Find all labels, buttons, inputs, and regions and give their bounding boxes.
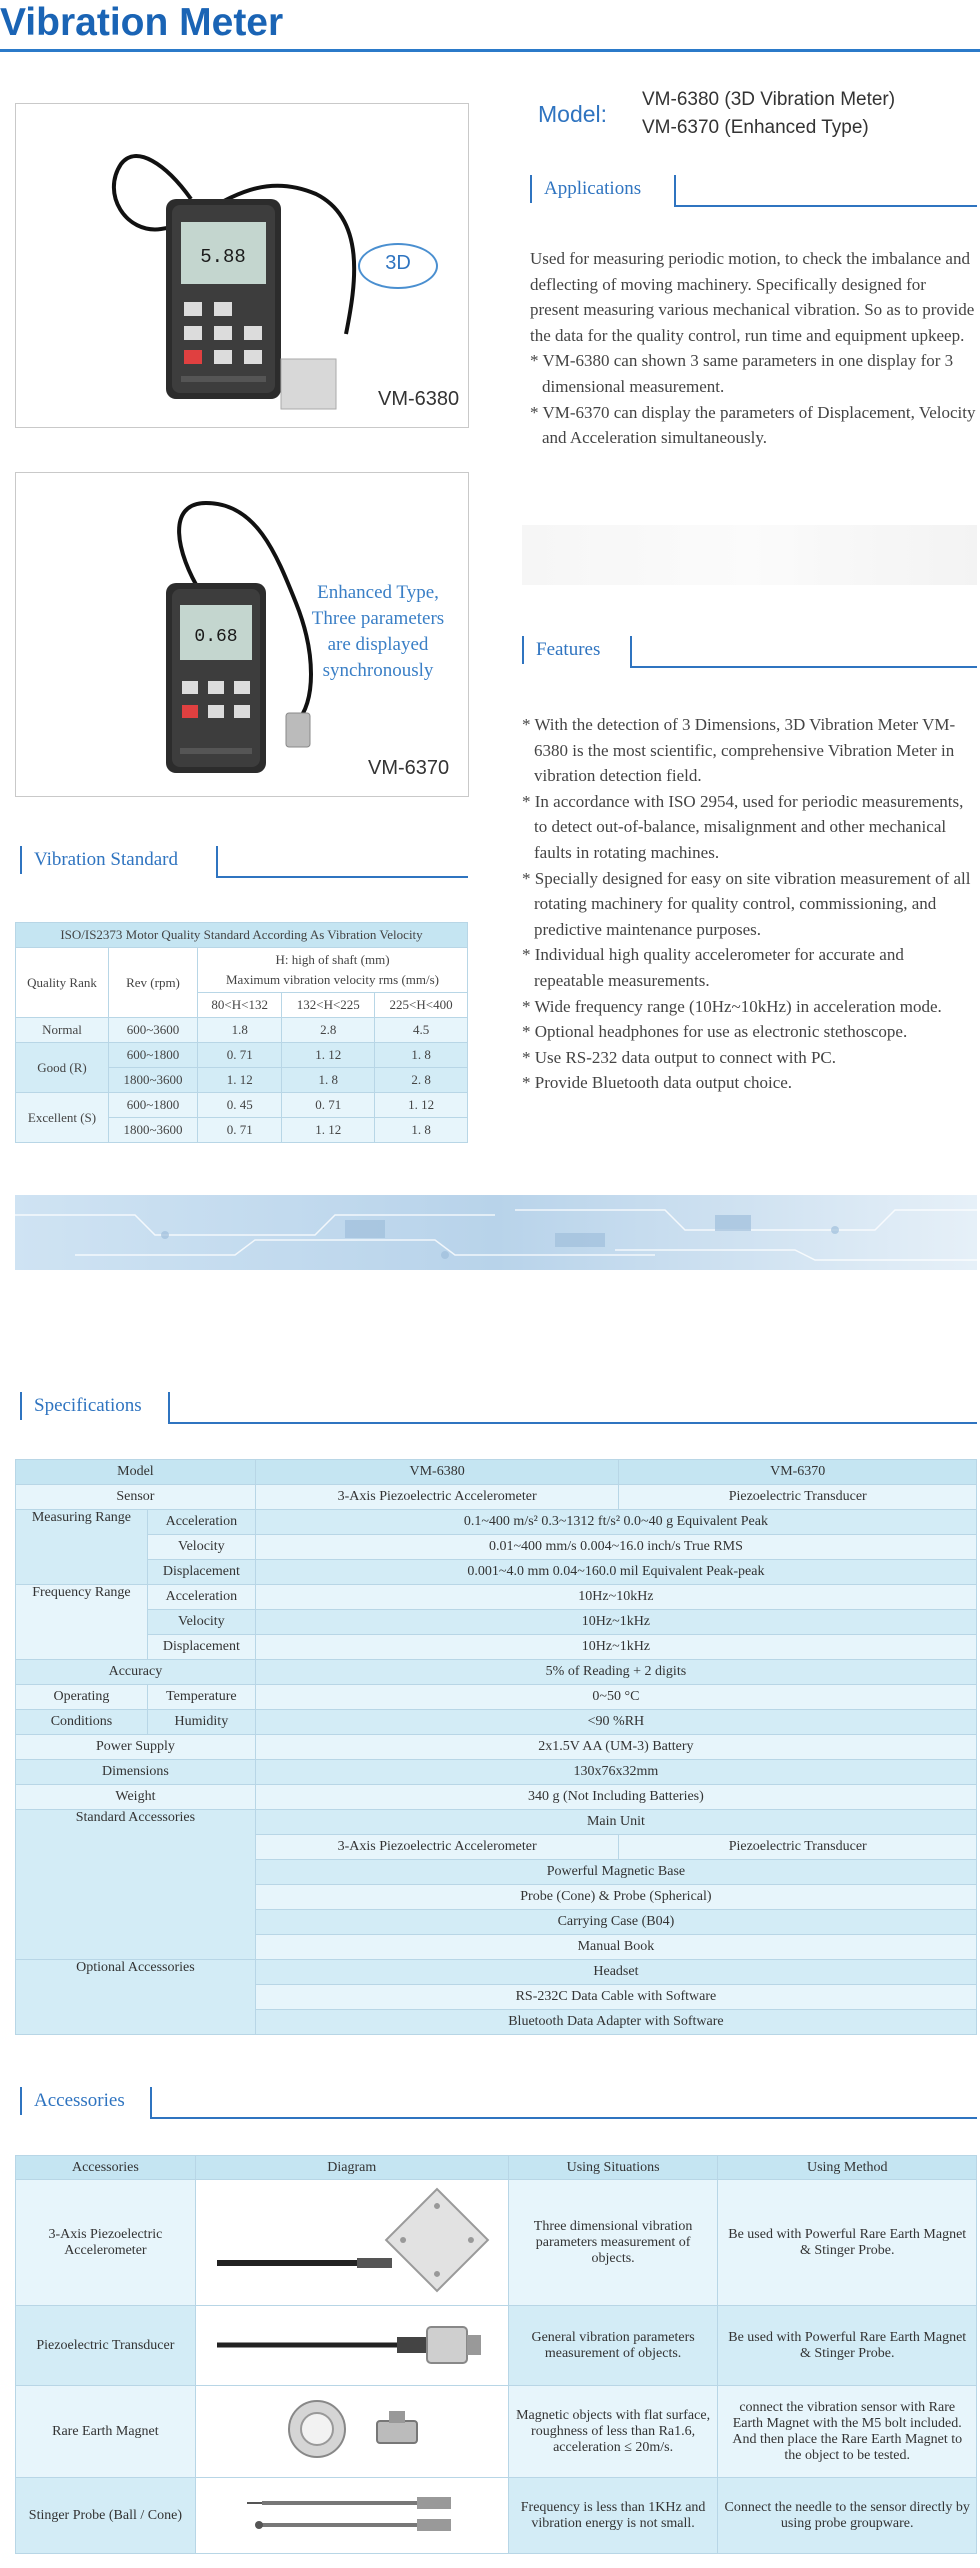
table-row [16,1485,977,1510]
spec-value: Piezoelectric Transducer [619,1835,977,1860]
spec-label: Accuracy [16,1660,256,1685]
acc-method: Be used with Powerful Rare Earth Magnet & Stinger Probe. [718,2306,977,2386]
vm6370-screen-value: 0.68 [194,627,238,647]
std-value: 1. 8 [375,1043,468,1068]
acc-method: Connect the needle to the sensor directly by using probe groupware. [718,2478,977,2554]
std-col-h1: H: high of shaft (mm) [275,952,390,967]
spec-label: Model [16,1460,256,1485]
std-value: 1.8 [198,1018,282,1043]
feature-item: * Specially designed for easy on site vibration measurement of all rotating machinery for quality control, commissioning, and predictive maintenance purposes. [522,868,971,939]
acc-header: Using Situations [508,2156,718,2180]
std-rank: Good (R) [16,1043,109,1093]
table-row [16,2386,977,2478]
spec-value: Probe (Cone) & Probe (Spherical) [255,1885,976,1910]
accessories-rule [150,2117,977,2119]
light-band [522,525,977,585]
caption-line-2: Three parameters [311,608,445,629]
model-line-vm6380: VM-6380 (3D Vibration Meter) [642,89,896,110]
std-value: 1. 12 [198,1068,282,1093]
std-rev: 1800~3600 [109,1068,198,1093]
spec-value: 130x76x32mm [255,1760,976,1785]
table-row [16,1510,977,1535]
spec-label: Operating [16,1685,148,1710]
caption-line-3: are displayed [327,634,429,655]
feature-item: * Provide Bluetooth data output choice. [522,1073,793,1093]
spec-value: 0.01~400 mm/s 0.004~16.0 inch/s True RMS [255,1535,976,1560]
spec-label: Measuring Range [16,1510,148,1585]
std-value: 1. 12 [282,1118,375,1143]
acc-situation: Magnetic objects with flat surface, roughness of less than Ra1.6, acceleration ≤ 20m/s. [508,2386,718,2478]
spec-label: Standard Accessories [16,1810,256,1960]
spec-value: Piezoelectric Transducer [619,1485,977,1510]
table-row [16,1585,977,1610]
std-rev: 600~1800 [109,1043,198,1068]
feature-item: * In accordance with ISO 2954, used for periodic measurements, to detect out-of-balance, misalignment and other mechanical faults in rotating machines. [522,791,964,862]
spec-label: Dimensions [16,1760,256,1785]
std-value: 2.8 [282,1018,375,1043]
features-rule [630,666,977,668]
circuit-banner-image [15,1195,977,1270]
std-col-h [198,948,468,993]
table-row [16,2478,977,2554]
std-rank: Excellent (S) [16,1093,109,1143]
spec-label: Optional Accessories [16,1960,256,2035]
spec-value: Headset [255,1960,976,1985]
std-value: 0. 71 [198,1118,282,1143]
std-table-title: ISO/IS2373 Motor Quality Standard According As Vibration Velocity [16,923,468,948]
table-row [16,1960,977,1985]
table-row [16,1460,977,1485]
std-range: 80<H<132 [198,993,282,1018]
table-row [16,1018,468,1043]
acc-situation: Three dimensional vibration parameters measurement of objects. [508,2180,718,2306]
vm6370-caption [300,580,456,684]
vibration-standard-rule [216,876,468,878]
spec-label: Conditions [16,1710,148,1735]
table-row [16,1043,468,1068]
acc-name: Piezoelectric Transducer [16,2306,196,2386]
std-value: 4.5 [375,1018,468,1043]
applications-paragraph: Used for measuring periodic motion, to check the imbalance and deflecting of moving machinery. Specifically designed for present measuring various mechanical vibration. So as to provide the data for the quality control, run time and equipment upkeep. [530,249,975,345]
std-value: 1. 8 [375,1118,468,1143]
spec-value: 0.001~4.0 mm 0.04~160.0 mil Equivalent Peak-peak [255,1560,976,1585]
feature-item: * Optional headphones for use as electronic stethoscope. [522,1022,908,1042]
acc-header: Using Method [718,2156,977,2180]
std-col-quality: Quality Rank [16,948,109,1018]
std-rev: 600~3600 [109,1018,198,1043]
table-row [16,1785,977,1810]
spec-value: 5% of Reading + 2 digits [255,1660,976,1685]
caption-line-4: synchronously [322,660,434,681]
table-row [16,1093,468,1118]
feature-item: * Wide frequency range (10Hz~10kHz) in acceleration mode. [522,996,942,1016]
spec-value: VM-6370 [619,1460,977,1485]
spec-value: Bluetooth Data Adapter with Software [255,2010,976,2035]
applications-bullet-2: * VM-6370 can display the parameters of Displacement, Velocity and Acceleration simultaneously. [530,402,976,448]
feature-item: * With the detection of 3 Dimensions, 3D Vibration Meter VM-6380 is the most scientific, comprehensive Vibration Meter in vibration detection field. [522,715,956,786]
std-value: 0. 71 [282,1093,375,1118]
header-divider [0,49,980,52]
feature-item: * Individual high quality accelerometer for accurate and repeatable measurements. [522,945,904,990]
acc-situation: General vibration parameters measurement of objects. [508,2306,718,2386]
applications-heading: Applications [530,175,655,203]
table-row [16,2306,977,2386]
acc-situation: Frequency is less than 1KHz and vibration energy is not small. [508,2478,718,2554]
product1-model-label: VM-6380 [378,388,460,410]
std-value: 1. 12 [375,1093,468,1118]
std-value: 0. 45 [198,1093,282,1118]
model-list [642,86,895,142]
table-row [16,1660,977,1685]
table-row [16,1810,977,1835]
specifications-rule [168,1422,977,1424]
acc-diagram-stinger-probe [195,2478,508,2554]
std-range: 132<H<225 [282,993,375,1018]
spec-value: 0~50 °C [255,1685,976,1710]
accessories-heading: Accessories [20,2087,139,2115]
std-range: 225<H<400 [375,993,468,1018]
vibration-standard-heading: Vibration Standard [20,846,192,874]
table-row [16,1710,977,1735]
spec-sublabel: Displacement [147,1635,255,1660]
acc-diagram-transducer [195,2306,508,2386]
std-rev: 600~1800 [109,1093,198,1118]
spec-value: 10Hz~10kHz [255,1585,976,1610]
spec-sublabel: Velocity [147,1535,255,1560]
features-list [522,712,977,1096]
std-value: 1. 12 [282,1043,375,1068]
table-row [16,1635,977,1660]
spec-sublabel: Temperature [147,1685,255,1710]
spec-sublabel: Acceleration [147,1585,255,1610]
table-row [16,2180,977,2306]
acc-header: Accessories [16,2156,196,2180]
spec-label: Frequency Range [16,1585,148,1660]
page-title: Vibration Meter [0,1,284,44]
spec-label: Power Supply [16,1735,256,1760]
spec-value: 340 g (Not Including Batteries) [255,1785,976,1810]
std-value: 2. 8 [375,1068,468,1093]
caption-line-1: Enhanced Type, [317,582,439,603]
spec-value: 10Hz~1kHz [255,1610,976,1635]
acc-name: 3-Axis Piezoelectric Accelerometer [16,2180,196,2306]
vm6380-screen-value: 5.88 [200,246,246,268]
acc-header: Diagram [195,2156,508,2180]
specifications-table [15,1459,977,2035]
std-col-h2: Maximum vibration velocity rms (mm/s) [225,972,440,987]
applications-text [530,246,976,451]
features-heading: Features [522,636,614,664]
acc-diagram-accelerometer [195,2180,508,2306]
spec-value: VM-6380 [255,1460,619,1485]
spec-value: <90 %RH [255,1710,976,1735]
std-rev: 1800~3600 [109,1118,198,1143]
accessories-table [15,2155,977,2554]
product2-model-label: VM-6370 [368,757,450,779]
table-row [16,1735,977,1760]
feature-item: * Use RS-232 data output to connect with PC. [522,1047,837,1067]
specifications-heading: Specifications [20,1392,156,1420]
spec-sublabel: Displacement [147,1560,255,1585]
acc-method: Be used with Powerful Rare Earth Magnet & Stinger Probe. [718,2180,977,2306]
std-col-rev: Rev (rpm) [109,948,198,1018]
spec-value: Main Unit [255,1810,976,1835]
spec-sublabel: Acceleration [147,1510,255,1535]
table-row [16,1535,977,1560]
spec-value: 0.1~400 m/s² 0.3~1312 ft/s² 0.0~40 g Equivalent Peak [255,1510,976,1535]
std-rank: Normal [16,1018,109,1043]
spec-value: Manual Book [255,1935,976,1960]
model-line-vm6370: VM-6370 (Enhanced Type) [642,117,869,138]
applications-rule [674,205,977,207]
acc-name: Rare Earth Magnet [16,2386,196,2478]
std-value: 1. 8 [282,1068,375,1093]
spec-value: 3-Axis Piezoelectric Accelerometer [255,1485,619,1510]
spec-value: Carrying Case (B04) [255,1910,976,1935]
badge-3d-label: 3D [385,252,411,274]
model-label: Model: [538,101,608,127]
spec-sublabel: Velocity [147,1610,255,1635]
spec-value: 10Hz~1kHz [255,1635,976,1660]
applications-bullet-1: * VM-6380 can shown 3 same parameters in one display for 3 dimensional measurement. [530,351,954,396]
acc-diagram-magnet [195,2386,508,2478]
spec-label: Weight [16,1785,256,1810]
spec-value: RS-232C Data Cable with Software [255,1985,976,2010]
vibration-standard-table [15,922,468,1143]
table-row [16,1760,977,1785]
table-row [16,1610,977,1635]
spec-sublabel: Humidity [147,1710,255,1735]
std-value: 0. 71 [198,1043,282,1068]
acc-name: Stinger Probe (Ball / Cone) [16,2478,196,2554]
spec-value: Powerful Magnetic Base [255,1860,976,1885]
acc-method: connect the vibration sensor with Rare Earth Magnet with the M5 bolt included. And then place the Rare Earth Magnet to the object to be tested. [718,2386,977,2478]
table-row [16,1685,977,1710]
spec-value: 3-Axis Piezoelectric Accelerometer [255,1835,619,1860]
table-row [16,2156,977,2180]
spec-value: 2x1.5V AA (UM-3) Battery [255,1735,976,1760]
table-row [16,1560,977,1585]
spec-label: Sensor [16,1485,256,1510]
